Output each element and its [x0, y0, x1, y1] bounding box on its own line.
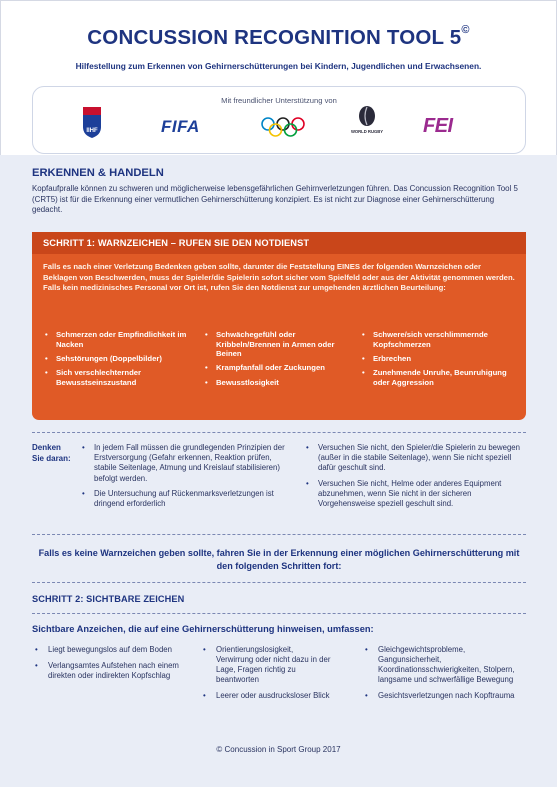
remember-list-left — [80, 443, 296, 514]
list-item: • In jedem Fall müssen die grundlegenden Prinzipien der Erstversorgung (Gefahr erkennen, Reaktion prüfen, stabile Seitenlage, Atmung und Kreislauf stabilisieren) befolgt werden. — [82, 443, 285, 483]
list-item: • Zunehmende Unruhe, Beunruhigung oder Aggression — [362, 367, 507, 387]
step2-subheading: Sichtbare Anzeichen, die auf eine Gehirnerschütterung hinweisen, umfassen: — [32, 624, 374, 634]
list-item: • Sich verschlechternder Bewusstseinszustand — [45, 367, 142, 387]
list-item: • Erbrechen — [362, 353, 412, 363]
signs-list-col1 — [34, 645, 184, 687]
svg-text:WORLD RUGBY: WORLD RUGBY — [350, 129, 384, 134]
list-item: • Liegt bewegungslos auf dem Boden — [35, 645, 172, 654]
step1-heading: SCHRITT 1: WARNZEICHEN – RUFEN SIE DEN NOTDIENST — [43, 238, 310, 248]
list-item: • Gleichgewichtsprobleme, Gangunsicherheit, Koordinationsschwierigkeiten, Stolpern, langsame und schwerfällige Bewegung — [365, 645, 515, 685]
list-item: • Schwere/sich verschlimmernde Kopfschmerzen — [362, 330, 488, 349]
divider — [32, 613, 526, 614]
warning-box-header — [32, 232, 526, 254]
divider — [32, 534, 526, 535]
step2-heading: SCHRITT 2: SICHTBARE ZEICHEN — [32, 594, 185, 604]
document-subtitle: Hilfestellung zum Erkennen von Gehirnerschütterungen bei Kindern, Jugendlichen und Erwachsenen. — [75, 61, 482, 71]
remember-label: Denken Sie daran: — [32, 443, 71, 463]
list-item: • Versuchen Sie nicht, den Spieler/die Spielerin zu bewegen (außer in die stabile Seitenlage), wenn Sie nicht speziell dafür geschult sind. — [306, 443, 520, 473]
sponsor-box — [32, 86, 526, 154]
document-title: CONCUSSION RECOGNITION TOOL 5© — [87, 24, 470, 49]
remember-list-right — [304, 443, 526, 514]
divider — [32, 582, 526, 583]
fifa-logo: FIFA — [161, 117, 200, 136]
list-item: • Versuchen Sie nicht, Helme oder anderes Equipment abzunehmen, wenn Sie nicht in der sicheren Vorgehensweise speziell geschult sind. — [306, 478, 502, 509]
world-rugby-logo — [350, 104, 384, 140]
transition-text: Falls es keine Warnzeichen geben sollte, fahren Sie in der Erkennung einer möglichen Gehirnerschütterung mit den folgenden Schritten fort: — [38, 548, 520, 572]
fei-logo: FEI — [423, 115, 453, 137]
list-item: • Leerer oder ausdrucksloser Blick — [203, 691, 330, 701]
copyright: © Concussion in Sport Group 2017 — [216, 745, 341, 754]
list-item: • Verlangsamtes Aufstehen nach einem direkten oder indirekten Kopfschlag — [35, 661, 179, 681]
list-item: • Schmerzen oder Empfindlichkeit im Nacken — [45, 330, 187, 349]
divider — [32, 432, 526, 433]
warning-list-col1 — [43, 330, 191, 392]
list-item: • Bewusstlosigkeit — [205, 377, 279, 387]
section-heading-erkennen: ERKENNEN & HANDELN — [32, 167, 164, 179]
list-item: • Krampfanfall oder Zuckungen — [205, 363, 325, 373]
sponsor-label: Mit freundlicher Unterstützung von — [221, 96, 337, 105]
signs-list-col2 — [202, 645, 332, 707]
warning-list-col3 — [360, 330, 518, 392]
list-item: • Orientierungslosigkeit, Verwirrung oder nicht dazu in der Lage, Fragen richtig zu beantworten — [203, 645, 331, 685]
svg-text:IIHF: IIHF — [86, 128, 98, 134]
list-item: • Sehstörungen (Doppelbilder) — [45, 353, 162, 363]
list-item: • Gesichtsverletzungen nach Kopftrauma — [365, 691, 515, 701]
warning-list-col2 — [203, 330, 351, 392]
warning-box — [32, 232, 526, 420]
signs-list-col3 — [364, 645, 526, 707]
step1-text: Falls es nach einer Verletzung Bedenken geben sollte, darunter die Feststellung EINES der folgenden Warnzeichen oder Beklagen von Beschwerden, muss der Spieler/die Spielerin sofort sicher vom Spielfeld oder aus der Aktivität genommen werden. Falls kein medizinisches Personal vor Ort ist, rufen Sie den Notdienst zur umgehenden ärztlichen Beurteilung: — [43, 262, 515, 293]
olympic-rings-logo — [260, 117, 306, 137]
list-item: • Schwächegefühl oder Kribbeln/Brennen in Armen oder Beinen — [205, 330, 335, 359]
iihf-logo — [81, 105, 103, 139]
list-item: • Die Untersuchung auf Rückenmarksverletzungen ist dringend erforderlich — [82, 488, 274, 509]
intro-paragraph: Kopfaufpralle können zu schweren und möglicherweise lebensgefährlichen Gehirnverletzungen führen. Das Concussion Recognition Tool 5 (CRT5) ist für die Erkennung einer vermutlichen Gehirnerschütterung konzipiert. Es ist nicht zur Diagnose einer Gehirnerschütterung gedacht. — [32, 184, 518, 215]
